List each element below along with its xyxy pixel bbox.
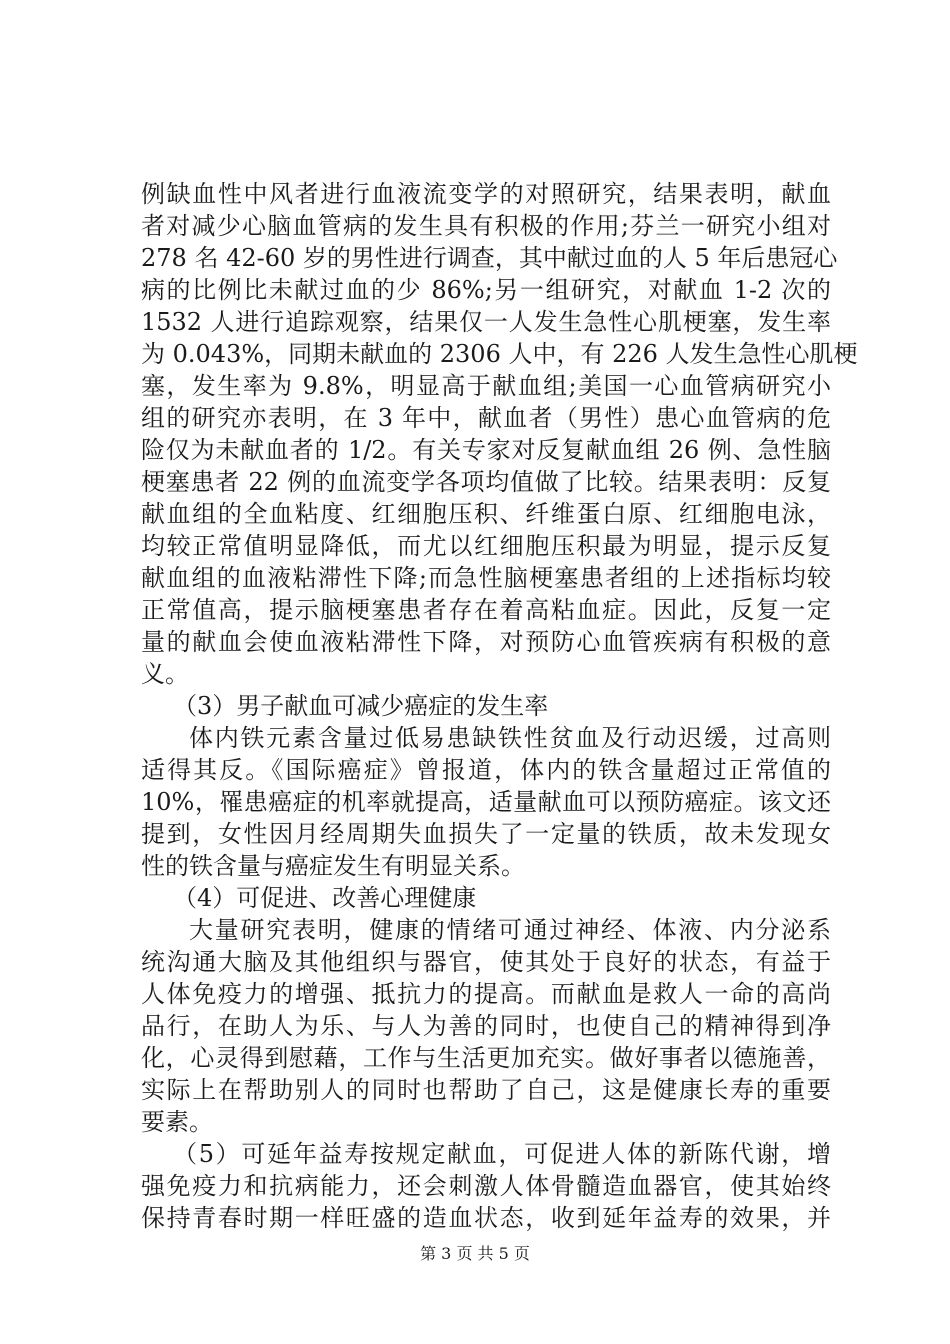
text-line: 病的比例比未献过血的少 86%;另一组研究，对献血 1-2 次的 [141, 276, 831, 304]
section-heading-3: （3）男子献血可减少癌症的发生率 [173, 692, 549, 720]
section-heading-4: （4）可促进、改善心理健康 [173, 884, 477, 912]
text-line: 献血组的血液粘滞性下降;而急性脑梗塞患者组的上述指标均较 [141, 564, 831, 592]
text-line: 献血组的全血粘度、红细胞压积、纤维蛋白原、红细胞电泳， [141, 500, 831, 528]
text-line: 人体免疫力的增强、抵抗力的提高。而献血是救人一命的高尚 [141, 980, 831, 1008]
text-line: 为 0.043%，同期未献血的 2306 人中，有 226 人发生急性心肌梗 [141, 340, 858, 368]
text-line: 强免疫力和抗病能力，还会刺激人体骨髓造血器官，使其始终 [141, 1172, 831, 1200]
text-line: 10%，罹患癌症的机率就提高，适量献血可以预防癌症。该文还 [141, 788, 831, 816]
text-line: 组的研究亦表明，在 3 年中，献血者（男性）患心血管病的危 [141, 404, 831, 432]
text-line: 体内铁元素含量过低易患缺铁性贫血及行动迟缓，过高则 [189, 724, 831, 752]
body-text [141, 178, 858, 1234]
text-line: 大量研究表明，健康的情绪可通过神经、体液、内分泌系 [189, 916, 831, 944]
text-line: 塞，发生率为 9.8%，明显高于献血组;美国一心血管病研究小 [141, 372, 831, 400]
text-line: 者对减少心脑血管病的发生具有积极的作用;芬兰一研究小组对 [141, 212, 831, 240]
text-line: 正常值高，提示脑梗塞患者存在着高粘血症。因此，反复一定 [141, 596, 831, 624]
text-line: 均较正常值明显降低，而尤以红细胞压积最为明显，提示反复 [141, 532, 831, 560]
text-line: 1532 人进行追踪观察，结果仅一人发生急性心肌梗塞，发生率 [141, 308, 831, 336]
section-heading-5: （5）可延年益寿按规定献血，可促进人体的新陈代谢，增 [173, 1140, 831, 1168]
text-line: 例缺血性中风者进行血液流变学的对照研究，结果表明，献血 [141, 180, 831, 208]
text-line: 实际上在帮助别人的同时也帮助了自己，这是健康长寿的重要 [141, 1076, 831, 1104]
text-line: 保持青春时期一样旺盛的造血状态，收到延年益寿的效果，并 [141, 1204, 831, 1232]
text-line: 梗塞患者 22 例的血流变学各项均值做了比较。结果表明：反复 [141, 468, 831, 496]
text-line: 278 名 42-60 岁的男性进行调查，其中献过血的人 5 年后患冠心 [141, 244, 838, 272]
text-line: 适得其反。《国际癌症》曾报道，体内的铁含量超过正常值的 [141, 756, 831, 784]
page-number-footer: 第 3 页 共 5 页 [420, 1244, 530, 1263]
text-line: 义。 [141, 660, 189, 688]
text-line: 统沟通大脑及其他组织与器官，使其处于良好的状态，有益于 [141, 948, 831, 976]
text-line: 性的铁含量与癌症发生有明显关系。 [141, 852, 525, 880]
text-line: 品行，在助人为乐、与人为善的同时，也使自己的精神得到净 [141, 1012, 831, 1040]
text-line: 量的献血会使血液粘滞性下降，对预防心血管疾病有积极的意 [141, 628, 831, 656]
text-line: 化，心灵得到慰藉，工作与生活更加充实。做好事者以德施善， [141, 1044, 831, 1072]
text-line: 险仅为未献血者的 1/2。有关专家对反复献血组 26 例、急性脑 [141, 436, 831, 464]
text-line: 要素。 [141, 1108, 213, 1136]
text-line: 提到，女性因月经周期失血损失了一定量的铁质，故未发现女 [141, 820, 831, 848]
